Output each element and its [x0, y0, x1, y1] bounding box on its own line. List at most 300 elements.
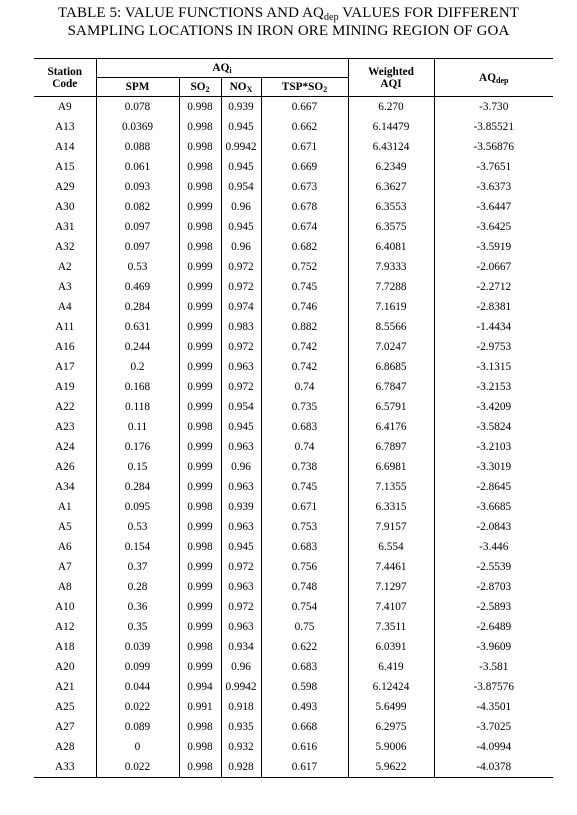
- table-row: [34, 637, 553, 657]
- cell-nox: 0.945: [221, 217, 261, 237]
- table-row: [34, 617, 553, 637]
- cell-so2: 0.999: [179, 457, 221, 477]
- header-station-line2: Code: [52, 77, 78, 90]
- table-row: [34, 177, 553, 197]
- header-so2-text: SO: [190, 81, 206, 93]
- cell-spm: 0.093: [96, 177, 179, 197]
- cell-tsp-so2: 0.678: [261, 197, 348, 217]
- cell-spm: 0.35: [96, 617, 179, 637]
- cell-tsp-so2: 0.673: [261, 177, 348, 197]
- cell-spm: 0.176: [96, 437, 179, 457]
- cell-so2: 0.999: [179, 437, 221, 457]
- cell-so2: 0.999: [179, 337, 221, 357]
- cell-station-code: A31: [55, 221, 75, 233]
- header-weighted-line1: Weighted: [368, 65, 414, 78]
- cell-nox: 0.934: [221, 637, 261, 657]
- cell-weighted-aqi: 6.2349: [348, 157, 434, 177]
- cell-tsp-so2: 0.753: [261, 517, 348, 537]
- cell-aqdep: -3.1315: [434, 357, 553, 377]
- header-aqdep: [434, 59, 553, 97]
- cell-station-code: A32: [55, 241, 75, 253]
- cell-aqdep: -4.0378: [434, 757, 553, 778]
- header-tsp-so2: [261, 78, 348, 97]
- cell-tsp-so2: 0.683: [261, 657, 348, 677]
- caption-text: TABLE 5: VALUE FUNCTIONS AND AQ: [57, 5, 324, 21]
- header-station-line1: Station: [47, 65, 83, 78]
- cell-tsp-so2: 0.669: [261, 157, 348, 177]
- aqi-table: [34, 58, 553, 778]
- cell-spm: 0.469: [96, 277, 179, 297]
- cell-nox: 0.96: [221, 197, 261, 217]
- cell-so2: 0.998: [179, 417, 221, 437]
- cell-nox: 0.918: [221, 697, 261, 717]
- cell-station-code: A24: [55, 441, 75, 453]
- cell-spm: 0.36: [96, 597, 179, 617]
- cell-aqdep: -2.2712: [434, 277, 553, 297]
- cell-nox: 0.945: [221, 537, 261, 557]
- cell-station-code: A20: [55, 661, 75, 673]
- table-row: [34, 217, 553, 237]
- cell-station-code: A23: [55, 421, 75, 433]
- cell-so2: 0.998: [179, 737, 221, 757]
- cell-spm: 0.15: [96, 457, 179, 477]
- cell-so2: 0.994: [179, 677, 221, 697]
- cell-station-code: A2: [57, 261, 72, 273]
- header-aqdep-text: AQ: [479, 71, 496, 84]
- header-station-code: [34, 59, 96, 97]
- cell-aqdep: -3.7025: [434, 717, 553, 737]
- cell-so2: 0.998: [179, 117, 221, 137]
- cell-nox: 0.974: [221, 297, 261, 317]
- cell-station-code: A29: [55, 181, 75, 193]
- cell-nox: 0.963: [221, 437, 261, 457]
- cell-aqdep: -4.3501: [434, 697, 553, 717]
- cell-nox: 0.939: [221, 497, 261, 517]
- cell-tsp-so2: 0.74: [261, 437, 348, 457]
- cell-aqdep: -3.730: [434, 97, 553, 118]
- cell-spm: 0.631: [96, 317, 179, 337]
- cell-so2: 0.999: [179, 257, 221, 277]
- cell-weighted-aqi: 6.3627: [348, 177, 434, 197]
- cell-aqdep: -3.2153: [434, 377, 553, 397]
- caption-text: VALUES FOR DIFFERENT: [338, 5, 520, 21]
- cell-spm: 0.53: [96, 257, 179, 277]
- cell-station-code: A7: [57, 561, 72, 573]
- table-row: [34, 717, 553, 737]
- cell-nox: 0.954: [221, 397, 261, 417]
- table-row: [34, 557, 553, 577]
- cell-station-code: A19: [55, 381, 75, 393]
- cell-weighted-aqi: 7.1297: [348, 577, 434, 597]
- cell-station-code: A5: [57, 521, 72, 533]
- cell-aqdep: -1.4434: [434, 317, 553, 337]
- cell-station-code: A14: [55, 141, 75, 153]
- cell-tsp-so2: 0.617: [261, 757, 348, 778]
- cell-aqdep: -3.2103: [434, 437, 553, 457]
- cell-weighted-aqi: 6.0391: [348, 637, 434, 657]
- cell-aqdep: -2.6489: [434, 617, 553, 637]
- caption-line-1: [0, 4, 577, 22]
- cell-nox: 0.972: [221, 277, 261, 297]
- cell-so2: 0.998: [179, 497, 221, 517]
- cell-aqdep: -2.5539: [434, 557, 553, 577]
- cell-nox: 0.963: [221, 577, 261, 597]
- cell-nox: 0.972: [221, 257, 261, 277]
- cell-tsp-so2: 0.668: [261, 717, 348, 737]
- header-weighted-line2: AQI: [380, 77, 402, 90]
- cell-spm: 0.089: [96, 717, 179, 737]
- cell-station-code: A25: [55, 701, 75, 713]
- table-row: [34, 597, 553, 617]
- cell-weighted-aqi: 7.3511: [348, 617, 434, 637]
- cell-spm: 0: [96, 737, 179, 757]
- cell-nox: 0.96: [221, 457, 261, 477]
- cell-tsp-so2: 0.754: [261, 597, 348, 617]
- cell-station-code: A22: [55, 401, 75, 413]
- cell-spm: 0.095: [96, 497, 179, 517]
- cell-station-code: A16: [55, 341, 75, 353]
- cell-tsp-so2: 0.683: [261, 537, 348, 557]
- cell-spm: 0.022: [96, 757, 179, 778]
- table-row: [34, 157, 553, 177]
- cell-spm: 0.097: [96, 237, 179, 257]
- cell-aqdep: -3.85521: [434, 117, 553, 137]
- cell-spm: 0.154: [96, 537, 179, 557]
- table-row: [34, 97, 553, 118]
- cell-tsp-so2: 0.752: [261, 257, 348, 277]
- header-aqi-group: [96, 59, 348, 78]
- table-row: [34, 117, 553, 137]
- cell-spm: 0.284: [96, 297, 179, 317]
- cell-weighted-aqi: 6.4176: [348, 417, 434, 437]
- cell-station-code: A10: [55, 601, 75, 613]
- cell-aqdep: -4.0994: [434, 737, 553, 757]
- cell-station-code: A3: [57, 281, 72, 293]
- cell-spm: 0.061: [96, 157, 179, 177]
- cell-tsp-so2: 0.756: [261, 557, 348, 577]
- cell-weighted-aqi: 6.7847: [348, 377, 434, 397]
- header-tsp-text: TSP*SO: [281, 81, 324, 93]
- cell-aqdep: -3.5919: [434, 237, 553, 257]
- cell-nox: 0.932: [221, 737, 261, 757]
- cell-station-code: A30: [55, 201, 75, 213]
- cell-tsp-so2: 0.598: [261, 677, 348, 697]
- cell-weighted-aqi: 7.7288: [348, 277, 434, 297]
- cell-nox: 0.963: [221, 617, 261, 637]
- cell-so2: 0.999: [179, 197, 221, 217]
- cell-weighted-aqi: 6.5791: [348, 397, 434, 417]
- cell-station-code: A11: [55, 321, 75, 333]
- cell-aqdep: -3.5824: [434, 417, 553, 437]
- cell-spm: 0.097: [96, 217, 179, 237]
- cell-station-code: A27: [55, 721, 75, 733]
- cell-so2: 0.999: [179, 557, 221, 577]
- cell-weighted-aqi: 7.4107: [348, 597, 434, 617]
- cell-tsp-so2: 0.742: [261, 357, 348, 377]
- cell-spm: 0.082: [96, 197, 179, 217]
- cell-station-code: A6: [57, 541, 72, 553]
- cell-weighted-aqi: 6.7897: [348, 437, 434, 457]
- cell-tsp-so2: 0.674: [261, 217, 348, 237]
- cell-spm: 0.53: [96, 517, 179, 537]
- cell-tsp-so2: 0.748: [261, 577, 348, 597]
- cell-spm: 0.2: [96, 357, 179, 377]
- cell-tsp-so2: 0.74: [261, 377, 348, 397]
- cell-station-code: A1: [57, 501, 72, 513]
- cell-nox: 0.9942: [221, 137, 261, 157]
- cell-station-code: A21: [55, 681, 75, 693]
- cell-weighted-aqi: 5.6499: [348, 697, 434, 717]
- cell-weighted-aqi: 6.2975: [348, 717, 434, 737]
- cell-station-code: A28: [55, 741, 75, 753]
- cell-tsp-so2: 0.745: [261, 477, 348, 497]
- table-row: [34, 137, 553, 157]
- cell-so2: 0.998: [179, 137, 221, 157]
- cell-nox: 0.96: [221, 657, 261, 677]
- cell-station-code: A34: [55, 481, 75, 493]
- cell-aqdep: -3.56876: [434, 137, 553, 157]
- table-row: [34, 537, 553, 557]
- table-row: [34, 257, 553, 277]
- cell-weighted-aqi: 6.3315: [348, 497, 434, 517]
- cell-tsp-so2: 0.667: [261, 97, 348, 118]
- cell-spm: 0.168: [96, 377, 179, 397]
- cell-nox: 0.983: [221, 317, 261, 337]
- cell-spm: 0.284: [96, 477, 179, 497]
- cell-spm: 0.022: [96, 697, 179, 717]
- cell-so2: 0.998: [179, 717, 221, 737]
- cell-so2: 0.999: [179, 397, 221, 417]
- cell-aqdep: -2.0667: [434, 257, 553, 277]
- cell-nox: 0.945: [221, 157, 261, 177]
- cell-so2: 0.998: [179, 537, 221, 557]
- cell-weighted-aqi: 7.9333: [348, 257, 434, 277]
- cell-station-code: A4: [57, 301, 72, 313]
- table-row: [34, 677, 553, 697]
- cell-spm: 0.099: [96, 657, 179, 677]
- cell-weighted-aqi: 6.3575: [348, 217, 434, 237]
- table-row: [34, 737, 553, 757]
- cell-aqdep: -3.9609: [434, 637, 553, 657]
- table-row: [34, 377, 553, 397]
- header-aqi-text: AQ: [212, 62, 230, 74]
- cell-so2: 0.999: [179, 657, 221, 677]
- cell-aqdep: -2.5893: [434, 597, 553, 617]
- cell-tsp-so2: 0.671: [261, 497, 348, 517]
- cell-spm: 0.28: [96, 577, 179, 597]
- cell-so2: 0.999: [179, 597, 221, 617]
- cell-weighted-aqi: 7.0247: [348, 337, 434, 357]
- cell-aqdep: -3.6425: [434, 217, 553, 237]
- cell-aqdep: -3.87576: [434, 677, 553, 697]
- cell-nox: 0.972: [221, 557, 261, 577]
- cell-so2: 0.999: [179, 517, 221, 537]
- caption-line-2: SAMPLING LOCATIONS IN IRON ORE MINING REGION OF GOA: [67, 23, 510, 39]
- cell-aqdep: -3.4209: [434, 397, 553, 417]
- cell-spm: 0.044: [96, 677, 179, 697]
- cell-station-code: A15: [55, 161, 75, 173]
- cell-spm: 0.11: [96, 417, 179, 437]
- cell-nox: 0.935: [221, 717, 261, 737]
- header-aqdep-sub: dep: [496, 75, 509, 85]
- cell-nox: 0.963: [221, 477, 261, 497]
- header-nox: [221, 78, 261, 97]
- cell-nox: 0.972: [221, 597, 261, 617]
- cell-nox: 0.939: [221, 97, 261, 118]
- cell-tsp-so2: 0.746: [261, 297, 348, 317]
- cell-tsp-so2: 0.735: [261, 397, 348, 417]
- cell-tsp-so2: 0.738: [261, 457, 348, 477]
- cell-nox: 0.963: [221, 357, 261, 377]
- cell-tsp-so2: 0.622: [261, 637, 348, 657]
- cell-aqdep: -3.6685: [434, 497, 553, 517]
- cell-nox: 0.963: [221, 517, 261, 537]
- cell-aqdep: -2.0843: [434, 517, 553, 537]
- cell-aqdep: -3.581: [434, 657, 553, 677]
- header-so2-sub: 2: [205, 85, 210, 94]
- table-row: [34, 417, 553, 437]
- cell-so2: 0.999: [179, 377, 221, 397]
- cell-spm: 0.244: [96, 337, 179, 357]
- cell-so2: 0.999: [179, 477, 221, 497]
- table-row: [34, 397, 553, 417]
- cell-nox: 0.96: [221, 237, 261, 257]
- cell-weighted-aqi: 6.270: [348, 97, 434, 118]
- cell-weighted-aqi: 6.554: [348, 537, 434, 557]
- cell-weighted-aqi: 6.419: [348, 657, 434, 677]
- cell-so2: 0.991: [179, 697, 221, 717]
- cell-aqdep: -2.8381: [434, 297, 553, 317]
- cell-weighted-aqi: 7.1355: [348, 477, 434, 497]
- cell-tsp-so2: 0.683: [261, 417, 348, 437]
- caption-subscript: dep: [323, 12, 339, 23]
- cell-station-code: A26: [55, 461, 75, 473]
- cell-station-code: A18: [55, 641, 75, 653]
- cell-so2: 0.998: [179, 217, 221, 237]
- cell-spm: 0.078: [96, 97, 179, 118]
- table-row: [34, 437, 553, 457]
- cell-aqdep: -3.7651: [434, 157, 553, 177]
- cell-spm: 0.118: [96, 397, 179, 417]
- cell-so2: 0.999: [179, 617, 221, 637]
- header-nox-sub: X: [246, 85, 253, 94]
- cell-weighted-aqi: 6.3553: [348, 197, 434, 217]
- cell-tsp-so2: 0.682: [261, 237, 348, 257]
- table-caption: [0, 4, 577, 40]
- cell-weighted-aqi: 5.9622: [348, 757, 434, 778]
- cell-so2: 0.999: [179, 357, 221, 377]
- cell-so2: 0.999: [179, 317, 221, 337]
- table-row: [34, 517, 553, 537]
- cell-so2: 0.999: [179, 277, 221, 297]
- cell-tsp-so2: 0.75: [261, 617, 348, 637]
- header-aqi-sub: i: [229, 66, 232, 75]
- cell-nox: 0.9942: [221, 677, 261, 697]
- table-row: [34, 277, 553, 297]
- header-nox-text: NO: [229, 81, 247, 93]
- table-row: [34, 357, 553, 377]
- cell-so2: 0.998: [179, 237, 221, 257]
- table-row: [34, 497, 553, 517]
- table-row: [34, 697, 553, 717]
- cell-aqdep: -3.3019: [434, 457, 553, 477]
- cell-nox: 0.945: [221, 417, 261, 437]
- table-row: [34, 657, 553, 677]
- cell-aqdep: -3.446: [434, 537, 553, 557]
- table-row: [34, 237, 553, 257]
- cell-so2: 0.999: [179, 577, 221, 597]
- cell-nox: 0.972: [221, 377, 261, 397]
- cell-weighted-aqi: 8.5566: [348, 317, 434, 337]
- cell-aqdep: -2.8703: [434, 577, 553, 597]
- table-row: [34, 337, 553, 357]
- cell-station-code: A9: [57, 101, 72, 113]
- cell-weighted-aqi: 6.43124: [348, 137, 434, 157]
- cell-weighted-aqi: 6.4081: [348, 237, 434, 257]
- cell-weighted-aqi: 6.14479: [348, 117, 434, 137]
- cell-so2: 0.998: [179, 157, 221, 177]
- cell-spm: 0.088: [96, 137, 179, 157]
- cell-tsp-so2: 0.882: [261, 317, 348, 337]
- cell-aqdep: -3.6447: [434, 197, 553, 217]
- cell-so2: 0.999: [179, 297, 221, 317]
- table-row: [34, 577, 553, 597]
- cell-weighted-aqi: 7.4461: [348, 557, 434, 577]
- cell-tsp-so2: 0.671: [261, 137, 348, 157]
- cell-nox: 0.945: [221, 117, 261, 137]
- table-row: [34, 757, 553, 778]
- cell-nox: 0.972: [221, 337, 261, 357]
- cell-so2: 0.998: [179, 177, 221, 197]
- cell-weighted-aqi: 6.6981: [348, 457, 434, 477]
- table-row: [34, 317, 553, 337]
- table-row: [34, 297, 553, 317]
- cell-aqdep: -3.6373: [434, 177, 553, 197]
- cell-station-code: A12: [55, 621, 75, 633]
- cell-spm: 0.039: [96, 637, 179, 657]
- cell-weighted-aqi: 7.9157: [348, 517, 434, 537]
- cell-station-code: A8: [57, 581, 72, 593]
- header-so2: [179, 78, 221, 97]
- cell-nox: 0.954: [221, 177, 261, 197]
- cell-weighted-aqi: 6.12424: [348, 677, 434, 697]
- table-row: [34, 457, 553, 477]
- cell-station-code: A33: [34, 757, 96, 778]
- header-tsp-sub: 2: [323, 85, 328, 94]
- cell-tsp-so2: 0.745: [261, 277, 348, 297]
- cell-aqdep: -2.8645: [434, 477, 553, 497]
- header-weighted-aqi: [348, 59, 434, 97]
- cell-tsp-so2: 0.493: [261, 697, 348, 717]
- table-row: [34, 197, 553, 217]
- cell-station-code: A17: [55, 361, 75, 373]
- table-row: [34, 477, 553, 497]
- cell-so2: 0.998: [179, 637, 221, 657]
- cell-nox: 0.928: [221, 757, 261, 778]
- cell-tsp-so2: 0.616: [261, 737, 348, 757]
- cell-weighted-aqi: 5.9006: [348, 737, 434, 757]
- header-spm: SPM: [96, 78, 179, 97]
- cell-spm: 0.0369: [96, 117, 179, 137]
- cell-weighted-aqi: 6.8685: [348, 357, 434, 377]
- cell-aqdep: -2.9753: [434, 337, 553, 357]
- cell-weighted-aqi: 7.1619: [348, 297, 434, 317]
- cell-so2: 0.998: [179, 97, 221, 118]
- cell-so2: 0.998: [179, 757, 221, 778]
- cell-tsp-so2: 0.742: [261, 337, 348, 357]
- cell-spm: 0.37: [96, 557, 179, 577]
- cell-tsp-so2: 0.662: [261, 117, 348, 137]
